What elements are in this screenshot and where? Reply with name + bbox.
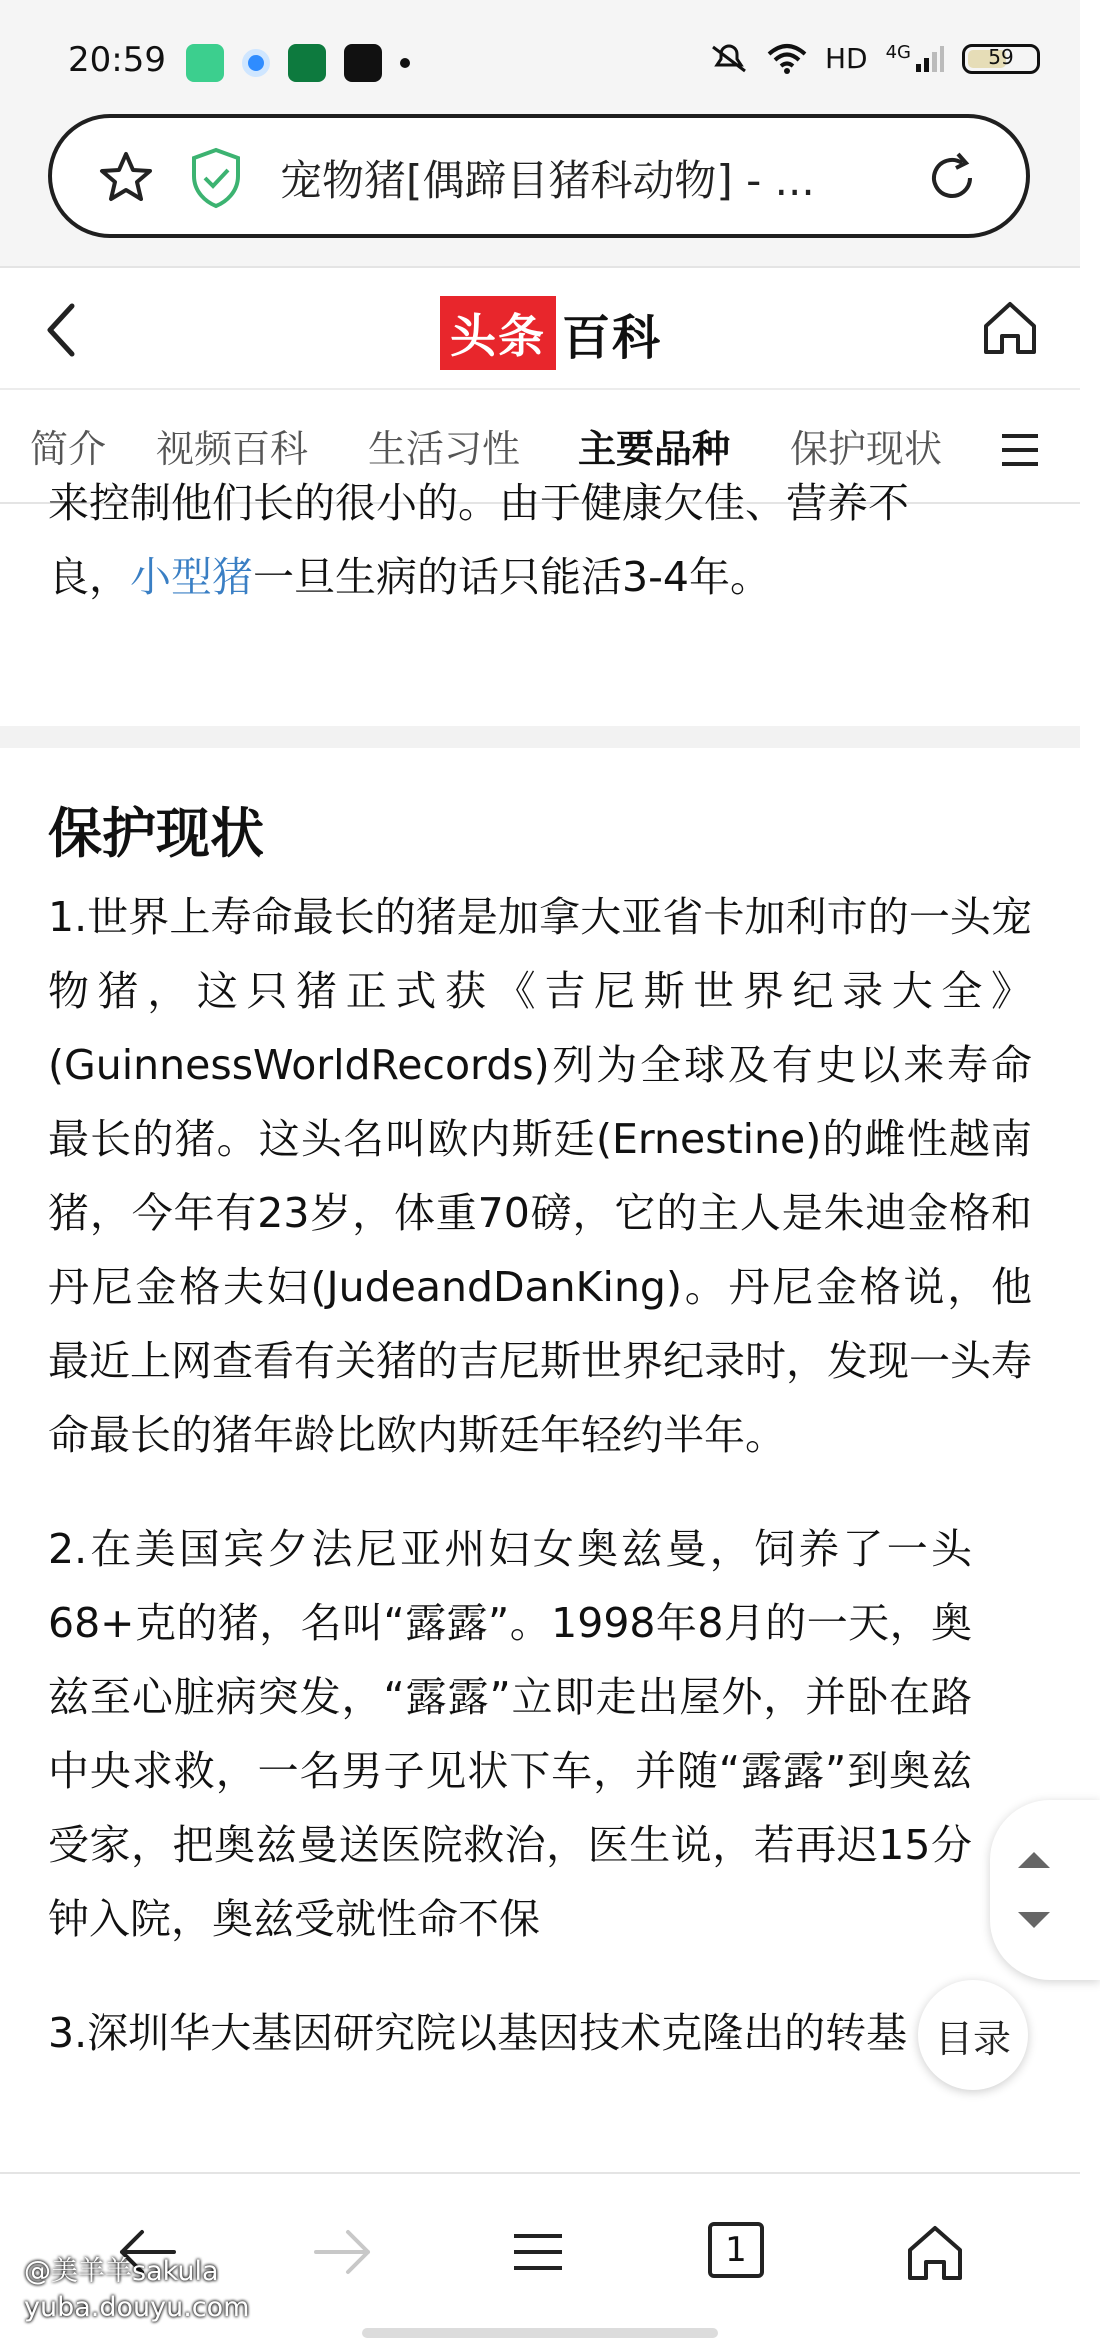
address-bar[interactable]: [48, 114, 1030, 238]
browser-icon: [242, 49, 270, 77]
tab-switcher-button[interactable]: 1: [708, 2222, 764, 2278]
tab-protection-status[interactable]: 保护现状: [790, 427, 943, 471]
battery-percent: 59: [988, 44, 1014, 69]
home-icon[interactable]: [980, 298, 1040, 358]
signal-indicator: [885, 41, 944, 74]
page-title[interactable]: 宠物猪[偶蹄目猪科动物] - ...: [280, 156, 815, 205]
nav-menu-icon[interactable]: [508, 2222, 568, 2282]
protection-section: [0, 794, 1080, 2110]
hd-label: HD: [824, 42, 868, 75]
scroll-up-icon[interactable]: [1014, 1850, 1054, 1870]
gesture-bar[interactable]: [362, 2328, 718, 2338]
mute-vibrate-icon: [709, 43, 749, 75]
article-content: [0, 479, 1080, 2170]
paragraph-3: 3.深圳华大基因研究院以基因技术克隆出的转基: [48, 2009, 908, 2057]
site-header: [0, 268, 1080, 390]
bookmark-star-icon[interactable]: [96, 148, 156, 208]
logo-red-text: 头条: [440, 296, 556, 370]
mini-pig-link[interactable]: 小型猪: [130, 553, 253, 601]
status-bar: [0, 0, 1080, 110]
logo-black-text: 百科: [562, 309, 663, 366]
scroll-control[interactable]: [990, 1800, 1100, 1980]
status-time: 20:59: [68, 40, 166, 80]
section-divider: [0, 726, 1080, 748]
tiktok-icon: [344, 44, 382, 82]
tab-habits[interactable]: 生活习性: [368, 427, 521, 471]
oppo-icon: [288, 44, 326, 82]
battery-icon: [962, 44, 1040, 74]
scroll-down-icon[interactable]: [1014, 1910, 1054, 1930]
back-arrow-icon[interactable]: [40, 300, 84, 360]
secure-shield-icon[interactable]: [188, 146, 244, 210]
nav-home-icon[interactable]: [904, 2222, 966, 2282]
intro-text: 良，: [48, 553, 130, 601]
intro-line-2: [48, 540, 1032, 614]
section-title: 保护现状: [48, 802, 264, 865]
paragraph-2: 2.在美国宾夕法尼亚州妇女奥兹曼，饲养了一头68+克的猪，名叫“露露”。1998年8月的一天，奥兹至心脏病突发，“露露”立即走出屋外，并卧在路中央求救，一名男子见状下车，并随“露露”到奥兹受家，把奥兹曼送医院救治，医生说，若再迟15分钟入院，奥兹受就性命不保: [48, 1525, 972, 1943]
signal-icon: [914, 44, 944, 74]
table-of-contents-button[interactable]: 目录: [918, 1980, 1028, 2090]
previous-section-tail: [48, 466, 1032, 614]
watermark-site: yuba.douyu.com: [24, 2292, 250, 2323]
more-notifications-icon: [400, 58, 410, 68]
status-indicators: [709, 42, 1040, 75]
wifi-icon: [767, 44, 807, 74]
network-type-label: 4G: [885, 41, 911, 63]
intro-text-end: 一旦生病的话只能活3-4年。: [253, 553, 771, 601]
browser-toolbar: [0, 110, 1080, 268]
tab-main-breeds[interactable]: 主要品种: [578, 427, 731, 471]
app-store-icon: [186, 44, 224, 82]
toutiao-baike-logo[interactable]: [440, 296, 662, 370]
tab-video-baike[interactable]: 视频百科: [156, 427, 309, 471]
nav-forward-icon[interactable]: [308, 2222, 378, 2282]
intro-line: 来控制他们长的很小的。由于健康欠佳、营养不: [48, 479, 909, 527]
tab-intro[interactable]: 简介: [30, 427, 107, 471]
notification-icons: [186, 44, 410, 82]
reload-icon[interactable]: [922, 148, 982, 208]
paragraph-1: 1.世界上寿命最长的猪是加拿大亚省卡加利市的一头宠物猪，这只猪正式获《吉尼斯世界纪录大全》(GuinnessWorldRecords)列为全球及有史以来寿命最长的猪。这头名叫欧内斯廷(Ernestine)的雌性越南猪，今年有23岁，体重70磅，它的主人是朱迪金格和丹尼金格夫妇(JudeandDanKing)。丹尼金格说，他最近上网查看有关猪的吉尼斯世界纪录时，发现一头寿命最长的猪年龄比欧内斯廷年轻约半年。: [48, 893, 1032, 1459]
watermark: [24, 2254, 249, 2326]
watermark-user: @美羊羊sakula: [24, 2256, 219, 2287]
